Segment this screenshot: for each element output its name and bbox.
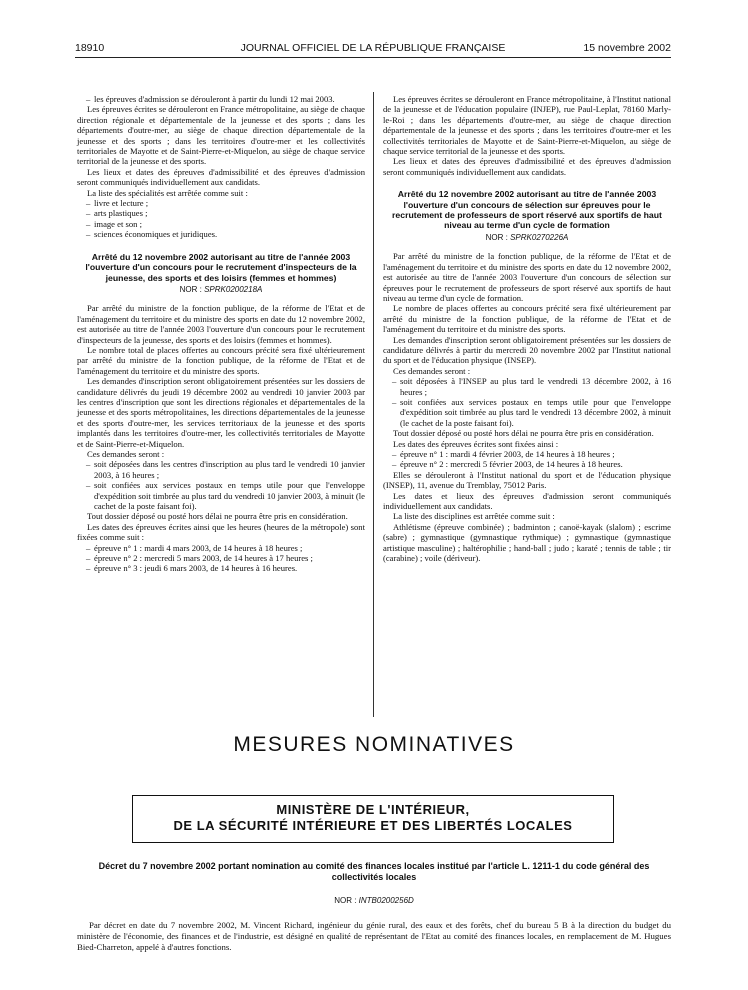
list-item: – arts plastiques ; [77,208,365,218]
paragraph: La liste des spécialités est arrêtée comme suit : [87,187,248,198]
paragraph: Les épreuves écrites se dérouleront en France métropolitaine, au siège de chaque direction régionale et départementale de la jeunesse et des sports ; dans les départements d'outre-mer, au siège de chaque direction départementale de la jeunesse et des sports ; dans les territoires d'outre-mer et les collectivités territoriales de Mayotte et de Saint-Pierre-et-Miquelon, au siège de chaque service territorial de la jeunesse et des sports. [77,104,365,167]
decree-body: Par décret en date du 7 novembre 2002, M. Vincent Richard, ingénieur du génie rural, des eaux et des forêts, chef du bureau 5 B à la direction du budget du ministère de l'économie, des finances et de l'industrie, est désigné en qualité de représentant de l'Etat au comité des finances locales, en remplacement de M. Hugues Bied-Charreton, appelé à d'autres fonctions. [77,920,671,952]
arrete-heading: Arrêté du 12 novembre 2002 autorisant au titre de l'année 2003 l'ouverture d'un concours de sélection sur épreuves pour le recrutement de professeurs de sport réservé aux sportifs de haut niveau au terme d'un cycle de formation [392,189,662,231]
paragraph: Athlétisme (épreuve combinée) ; badminton ; canoë-kayak (slalom) ; escrime (sabre) ; gymnastique (gymnastique rythmique) ; gymnastique (gymnastique artistique masculine) ; haltérophilie ; hand-ball ; judo ; karaté ; tennis de table ; tir (carabine) ; voile (dériveur). [383,521,671,564]
decree-title: Décret du 7 novembre 2002 portant nomination au comité des finances locales institué par l'article L. 1211-1 du code général des collectivités locales [98,861,650,882]
nor-label: NOR : [334,896,357,905]
list-item: – livre et lecture ; [77,198,365,208]
list-item: – soit déposées à l'INSEP au plus tard le vendredi 13 décembre 2002, à 16 heures ; [383,376,671,397]
list-item: – soit déposées dans les centres d'inscription au plus tard le vendredi 10 janvier 2003, à 16 heures ; [77,459,365,480]
list-item: – épreuve n° 2 : mercredi 5 mars 2003, de 14 heures à 17 heures ; [77,553,365,563]
arrete-heading: Arrêté du 12 novembre 2002 autorisant au titre de l'année 2003 l'ouverture d'un concours pour le recrutement d'inspecteurs de la jeunesse, des sports et des loisirs (femmes et hommes) [85,251,357,283]
paragraph: Elles se dérouleront à l'Institut national du sport et de l'éducation physique (INSEP), 11, avenue du Tremblay, 75012 Paris. [383,469,671,491]
column-divider [373,92,374,717]
paragraph: Par arrêté du ministre de la fonction publique, de la réforme de l'Etat et de l'aménagement du territoire et du ministre des sports en date du 12 novembre 2002, est autorisée au titre de l'année 2003 l'ouverture d'un concours pour le recrutement d'inspecteurs de la jeunesse, des sports et des loisirs (femmes et hommes). [77,303,365,345]
paragraph: Ces demandes seront : [87,449,165,459]
ministry-line: DE LA SÉCURITÉ INTÉRIEURE ET DES LIBERTÉS LOCALES [173,818,573,833]
paragraph: Les dates des épreuves écrites sont fixées ainsi : [393,438,559,449]
right-column [383,94,671,563]
page-number: 18910 [75,42,105,54]
paragraph: Le nombre de places offertes au concours précité sera fixé ultérieurement par arrêté du ministre de la fonction publique, de la réforme de l'Etat et de l'aménagement du territoire et du ministre des sports. [383,303,671,335]
paragraph: Les demandes d'inscription seront obligatoirement présentées sur les dossiers de candidature délivrés du jeudi 19 décembre 2002 au vendredi 10 janvier 2003 par les centres d'inscription que sont les directions régionales et départementales de la jeunesse et des sports métropolitaines, les directions départementales de la jeunesse et des sports d'outre-mer, les services territoriaux de la jeunesse et des sports implantés dans les territoires d'outre-mer, les collectivités territoriales de Mayotte et de Saint-Pierre-et-Miquelon. [77,376,365,449]
paragraph: Les épreuves écrites se dérouleront en France métropolitaine, à l'Institut national de la jeunesse et de l'éducation populaire (INJEP), rue Paul-Leplat, 78160 Marly-le-Roi ; dans les départements d'outre-mer, au siège de chaque direction départementale de la jeunesse et des sports ; dans les territoires d'outre-mer et les collectivités territoriales de Mayotte et de Saint-Pierre-et-Miquelon, au siège de chaque service territorial de la jeunesse et des sports. [383,94,671,157]
nor-reference [77,285,365,295]
list-item: – épreuve n° 1 : mardi 4 mars 2003, de 14 heures à 18 heures ; [77,543,365,553]
paragraph: Par arrêté du ministre de la fonction publique, de la réforme de l'Etat et de l'aménagement du territoire et du ministre des sports en date du 12 novembre 2002, est autorisée au titre de l'année 2003 l'ouverture d'un concours de sélection sur épreuves pour le recrutement de professeurs de sport réservé aux sportifs de haut niveau au terme d'un cycle de formation. [383,251,671,303]
paragraph: Les demandes d'inscription seront obligatoirement présentées sur les dossiers de candidature délivrés à partir du mercredi 20 novembre 2002 par l'Institut national du sport et de l'éducation physique (INSEP). [383,334,671,366]
nor-code: SPRK0200218A [204,284,263,294]
paragraph: Le nombre total de places offertes au concours précité sera fixé ultérieurement par arrêté du ministre de la fonction publique, de la réforme de l'Etat et de l'aménagement du territoire et du ministre des sports. [77,344,365,376]
paragraph: Les dates et lieux des épreuves d'admission seront communiqués individuellement aux candidats. [383,490,671,512]
ministry-line: MINISTÈRE DE L'INTÉRIEUR, [276,802,470,817]
list-item: – soit confiées aux services postaux en temps utile pour que l'enveloppe d'expédition soit timbrée au plus tard le vendredi 13 décembre 2002, à minuit (le cachet de la poste faisant foi). [383,397,671,428]
section-title: MESURES NOMINATIVES [233,733,515,756]
ministry-box [132,795,614,843]
paragraph: Tout dossier déposé ou posté hors délai ne pourra être pris en considération. [393,428,654,439]
page-header [75,42,671,58]
journal-title: JOURNAL OFFICIEL DE LA RÉPUBLIQUE FRANÇAISE [240,42,506,54]
issue-date: 15 novembre 2002 [583,42,671,54]
nor-code: SPRK0270226A [510,232,569,242]
list-item: – épreuve n° 3 : jeudi 6 mars 2003, de 14 heures à 16 heures. [77,563,365,573]
paragraph: – les épreuves d'admission se dérouleront à partir du lundi 12 mai 2003. [77,94,365,104]
nor-label: NOR : [179,284,202,294]
paragraph: Ces demandes seront : [393,365,471,376]
list-item: – épreuve n° 1 : mardi 4 février 2003, de 14 heures à 18 heures ; [383,449,671,459]
nor-reference [77,896,671,905]
paragraph: Les lieux et dates des épreuves d'admissibilité et des épreuves d'admission seront communiqués individuellement aux candidats. [383,156,671,177]
list-item: – image et son ; [77,219,365,229]
list-item: – sciences économiques et juridiques. [77,229,365,239]
nor-label: NOR : [485,232,508,242]
left-column [77,94,365,574]
paragraph: Les dates des épreuves écrites ainsi que les heures (heures de la métropole) sont fixées comme suit : [77,521,365,543]
paragraph: La liste des disciplines est arrêtée comme suit : [393,511,555,522]
list-item: – soit confiées aux services postaux en temps utile pour que l'enveloppe d'expédition soit timbrée au plus tard du vendredi 10 janvier 2003, à minuit (le cachet de la poste faisant foi). [77,480,365,511]
paragraph: Les lieux et dates des épreuves d'admissibilité et des épreuves d'admission seront communiqués individuellement aux candidats. [77,166,365,188]
nor-code: INTB0200256D [358,896,414,905]
nor-reference [383,233,671,243]
paragraph: Tout dossier déposé ou posté hors délai ne pourra être pris en considération. [87,511,348,522]
list-item: – épreuve n° 2 : mercredi 5 février 2003, de 14 heures à 18 heures. [383,459,671,469]
